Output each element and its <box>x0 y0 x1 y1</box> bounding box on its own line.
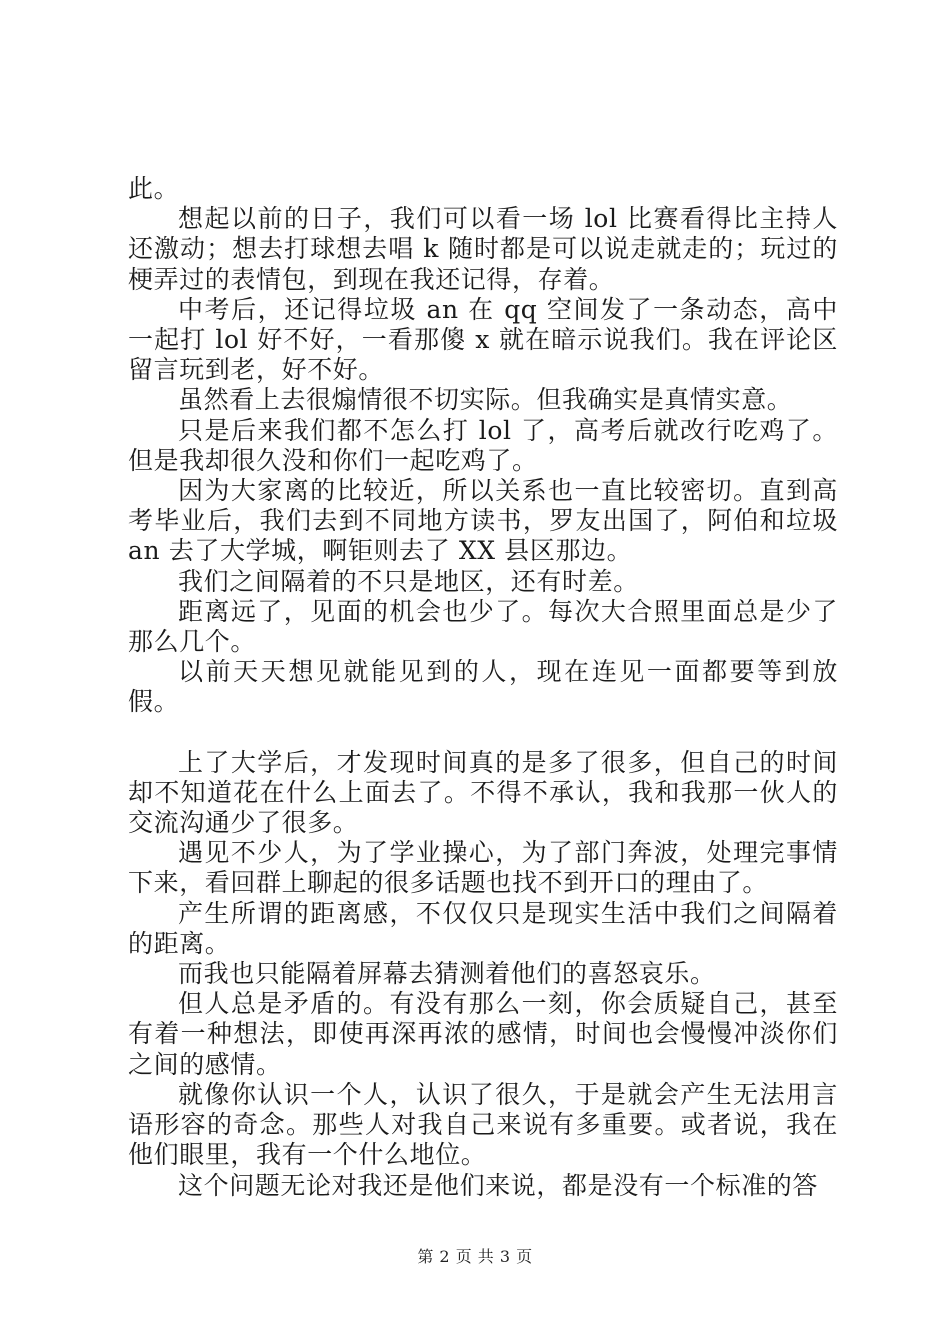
paragraph-6: 因为大家离的比较近，所以关系也一直比较密切。直到高考毕业后，我们去到不同地方读书，罗友出国了，阿伯和垃圾 an 去了大学城，啊钜则去了 XX 县区那边。 <box>128 476 838 566</box>
paragraph-13: 而我也只能隔着屏幕去猜测着他们的喜怒哀乐。 <box>178 959 716 989</box>
paragraph-4: 虽然看上去很煽情很不切实际。但我确实是真情实意。 <box>178 385 793 415</box>
paragraph-5: 只是后来我们都不怎么打 lol 了，高考后就改行吃鸡了。但是我却很久没和你们一起吃鸡了。 <box>128 415 838 475</box>
paragraph-2: 想起以前的日子，我们可以看一场 lol 比赛看得比主持人还激动；想去打球想去唱 k 随时都是可以说走就走的；玩过的梗弄过的表情包，到现在我还记得，存着。 <box>128 204 838 294</box>
document-body <box>128 174 838 1201</box>
paragraph-1: 此。 <box>128 174 180 203</box>
paragraph-7: 我们之间隔着的不只是地区，还有时差。 <box>178 566 639 596</box>
paragraph-10: 上了大学后，才发现时间真的是多了很多，但自己的时间却不知道花在什么上面去了。不得不承认，我和我那一伙人的交流沟通少了很多。 <box>128 747 838 838</box>
paragraph-3: 中考后，还记得垃圾 an 在 qq 空间发了一条动态，高中一起打 lol 好不好，一看那傻 x 就在暗示说我们。我在评论区留言玩到老，好不好。 <box>128 294 838 385</box>
paragraph-14: 但人总是矛盾的。有没有那么一刻，你会质疑自己，甚至有着一种想法，即使再深再浓的感情，时间也会慢慢冲淡你们之间的感情。 <box>128 989 838 1079</box>
paragraph-9: 以前天天想见就能见到的人，现在连见一面都要等到放假。 <box>128 657 838 717</box>
paragraph-12: 产生所谓的距离感，不仅仅只是现实生活中我们之间隔着的距离。 <box>128 898 838 958</box>
paragraph-8: 距离远了，见面的机会也少了。每次大合照里面总是少了那么几个。 <box>128 596 838 657</box>
paragraph-15: 就像你认识一个人，认识了很久，于是就会产生无法用言语形容的奇念。那些人对我自己来说有多重要。或者说，我在他们眼里，我有一个什么地位。 <box>128 1079 838 1170</box>
paragraph-11: 遇见不少人，为了学业操心，为了部门奔波，处理完事情下来，看回群上聊起的很多话题也找不到开口的理由了。 <box>128 838 838 898</box>
paragraph-16: 这个问题无论对我还是他们来说，都是没有一个标准的答 <box>178 1170 819 1200</box>
page-number-footer: 第 2 页 共 3 页 <box>417 1247 533 1266</box>
